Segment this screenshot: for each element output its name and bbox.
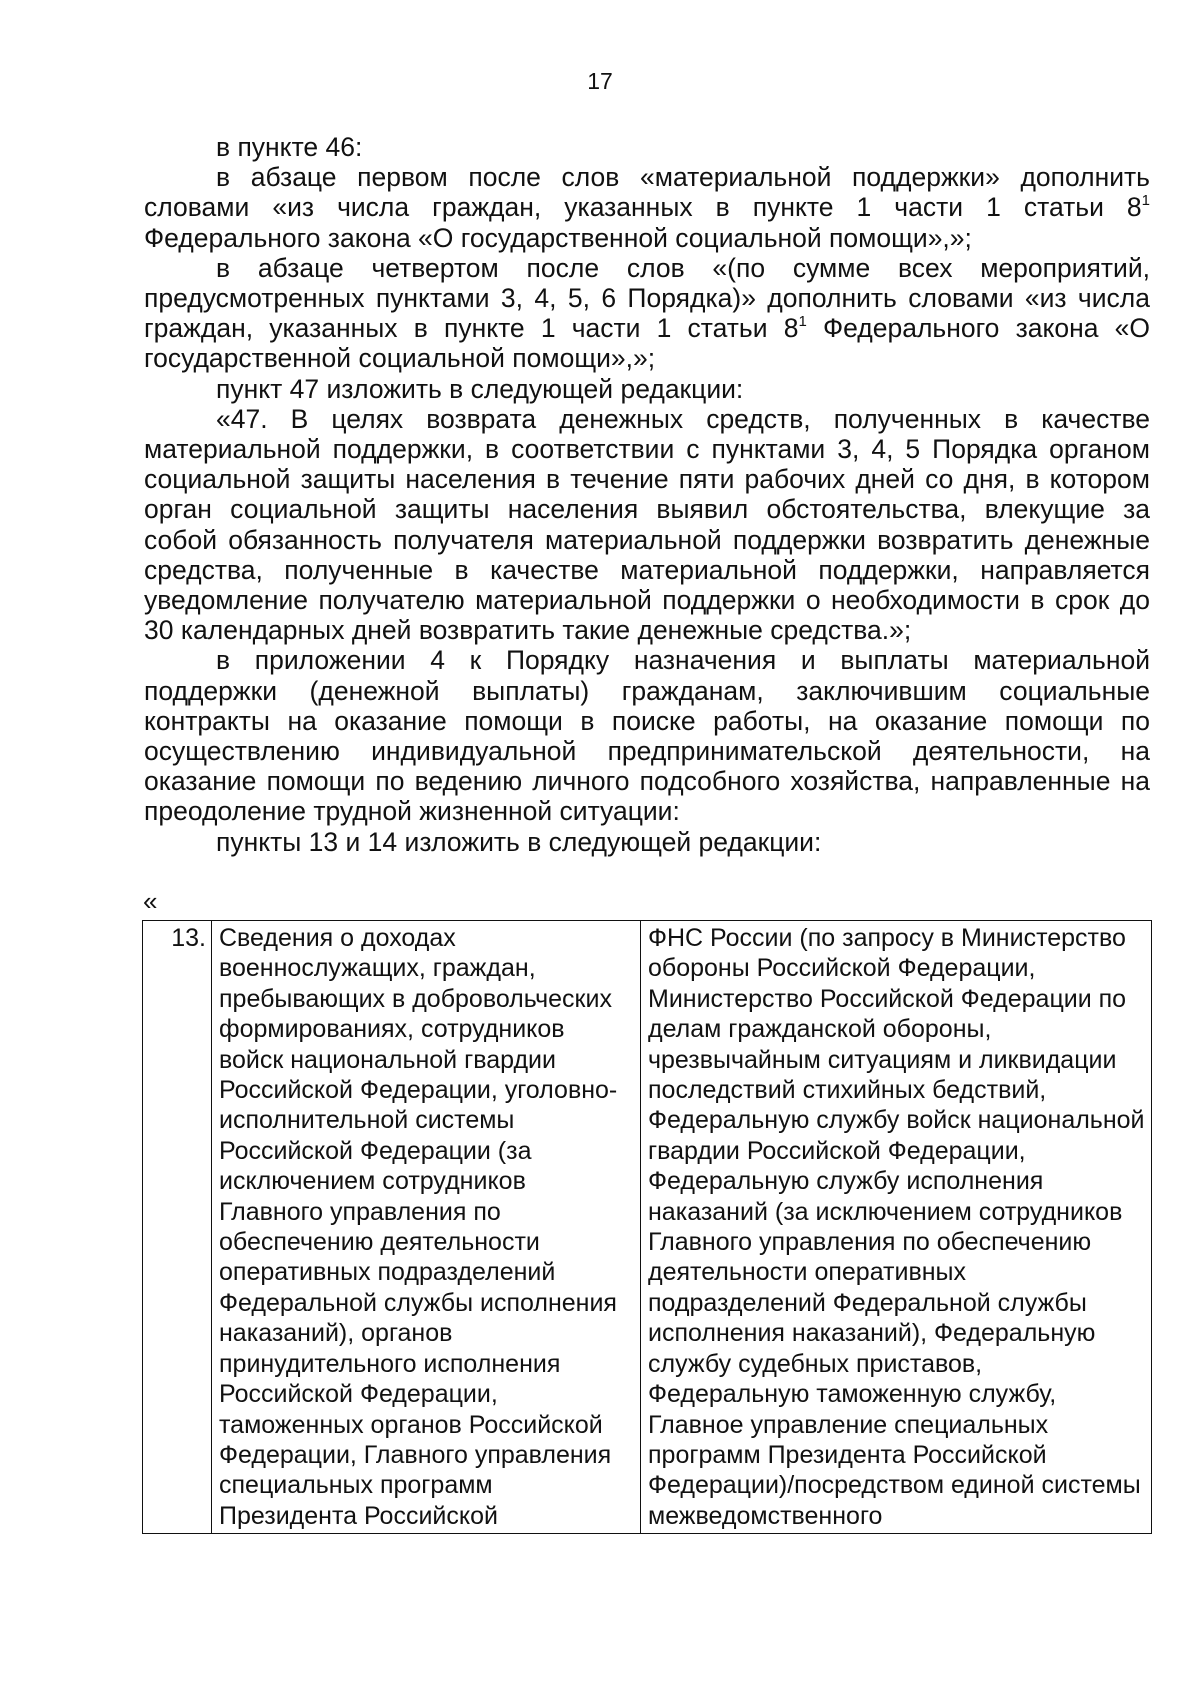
page-number: 17 [587, 68, 613, 94]
data-sources-table [142, 920, 1152, 1534]
paragraph-first-abzac [144, 162, 1150, 253]
paragraph-fourth-abzac [144, 253, 1150, 374]
row-number-cell: 13. [143, 921, 212, 1534]
table-row [143, 921, 1152, 1534]
paragraph-point-47-intro: пункт 47 изложить в следующей редакции: [216, 373, 744, 404]
paragraph-appendix-4: в приложении 4 к Порядку назначения и выплаты материальной поддержки (денежной выплаты) гражданам, заключившим социальные контракты на оказание помощи в поиске работы, на оказание помощи по осуществлению индивидуальной предпринимательской деятельности, на оказание помощи по ведению личного подсобного хозяйства, направленные на преодоление трудной жизненной ситуации: [144, 645, 1150, 827]
superscript-index: 1 [1141, 192, 1150, 210]
paragraph-text: в абзаце четвертом после слов «(по сумме всех мероприятий, предусмотренных пунктами 3, 4, 5, 6 Порядка)» дополнить словами «из числа граждан, указанных в пункте 1 части 1 статьи 8 [144, 252, 1150, 344]
paragraph-point-46: в пункте 46: [216, 132, 363, 162]
document-body [144, 132, 1150, 857]
row-description-cell: Сведения о доходах военнослужащих, граждан, пребывающих в добровольческих формированиях, сотрудников войск национальной гвардии Российской Федерации, уголовно-исполнительной системы Российской Федерации (за исключением сотрудников Главного управления по обеспечению деятельности оперативных подразделений Федеральной службы исполнения наказаний), органов принудительного исполнения Российской Федерации, таможенных органов Российской Федерации, Главного управления специальных программ Президента Российской [212, 921, 641, 1534]
paragraph-point-47-text: «47. В целях возврата денежных средств, полученных в качестве материальной поддержки, в соответствии с пунктами 3, 4, 5 Порядка органом социальной защиты населения в течение пяти рабочих дней со дня, в котором орган социальной защиты населения выявил обстоятельства, влекущие за собой обязанность получателя материальной поддержки возвратить денежные средства, полученные в качестве материальной поддержки, направляется уведомление получателю материальной поддержки о необходимости в срок до 30 календарных дней возвратить такие денежные средства.»; [144, 403, 1150, 646]
paragraph-text: Федерального закона «О государственной социальной помощи»,»; [144, 313, 1150, 374]
superscript-index: 1 [798, 313, 807, 331]
opening-quote-mark: « [143, 886, 158, 916]
paragraph-points-13-14: пункты 13 и 14 изложить в следующей редакции: [216, 826, 822, 857]
row-source-cell: ФНС России (по запросу в Министерство обороны Российской Федерации, Министерство Российской Федерации по делам гражданской обороны, чрезвычайным ситуациям и ликвидации последствий стихийных бедствий, Федеральную службу войск национальной гвардии Российской Федерации, Федеральную службу исполнения наказаний (за исключением сотрудников Главного управления по обеспечению деятельности оперативных подразделений Федеральной службы исполнения наказаний), Федеральную службу судебных приставов, Федеральную таможенную службу, Главное управление специальных программ Президента Российской Федерации)/посредством единой системы межведомственного [641, 921, 1152, 1534]
paragraph-text: в абзаце первом после слов «материальной поддержки» дополнить словами «из числа граждан, указанных в пункте 1 части 1 статьи 8 [144, 162, 1150, 223]
paragraph-text: Федерального закона «О государственной социальной помощи»,»; [144, 222, 972, 253]
